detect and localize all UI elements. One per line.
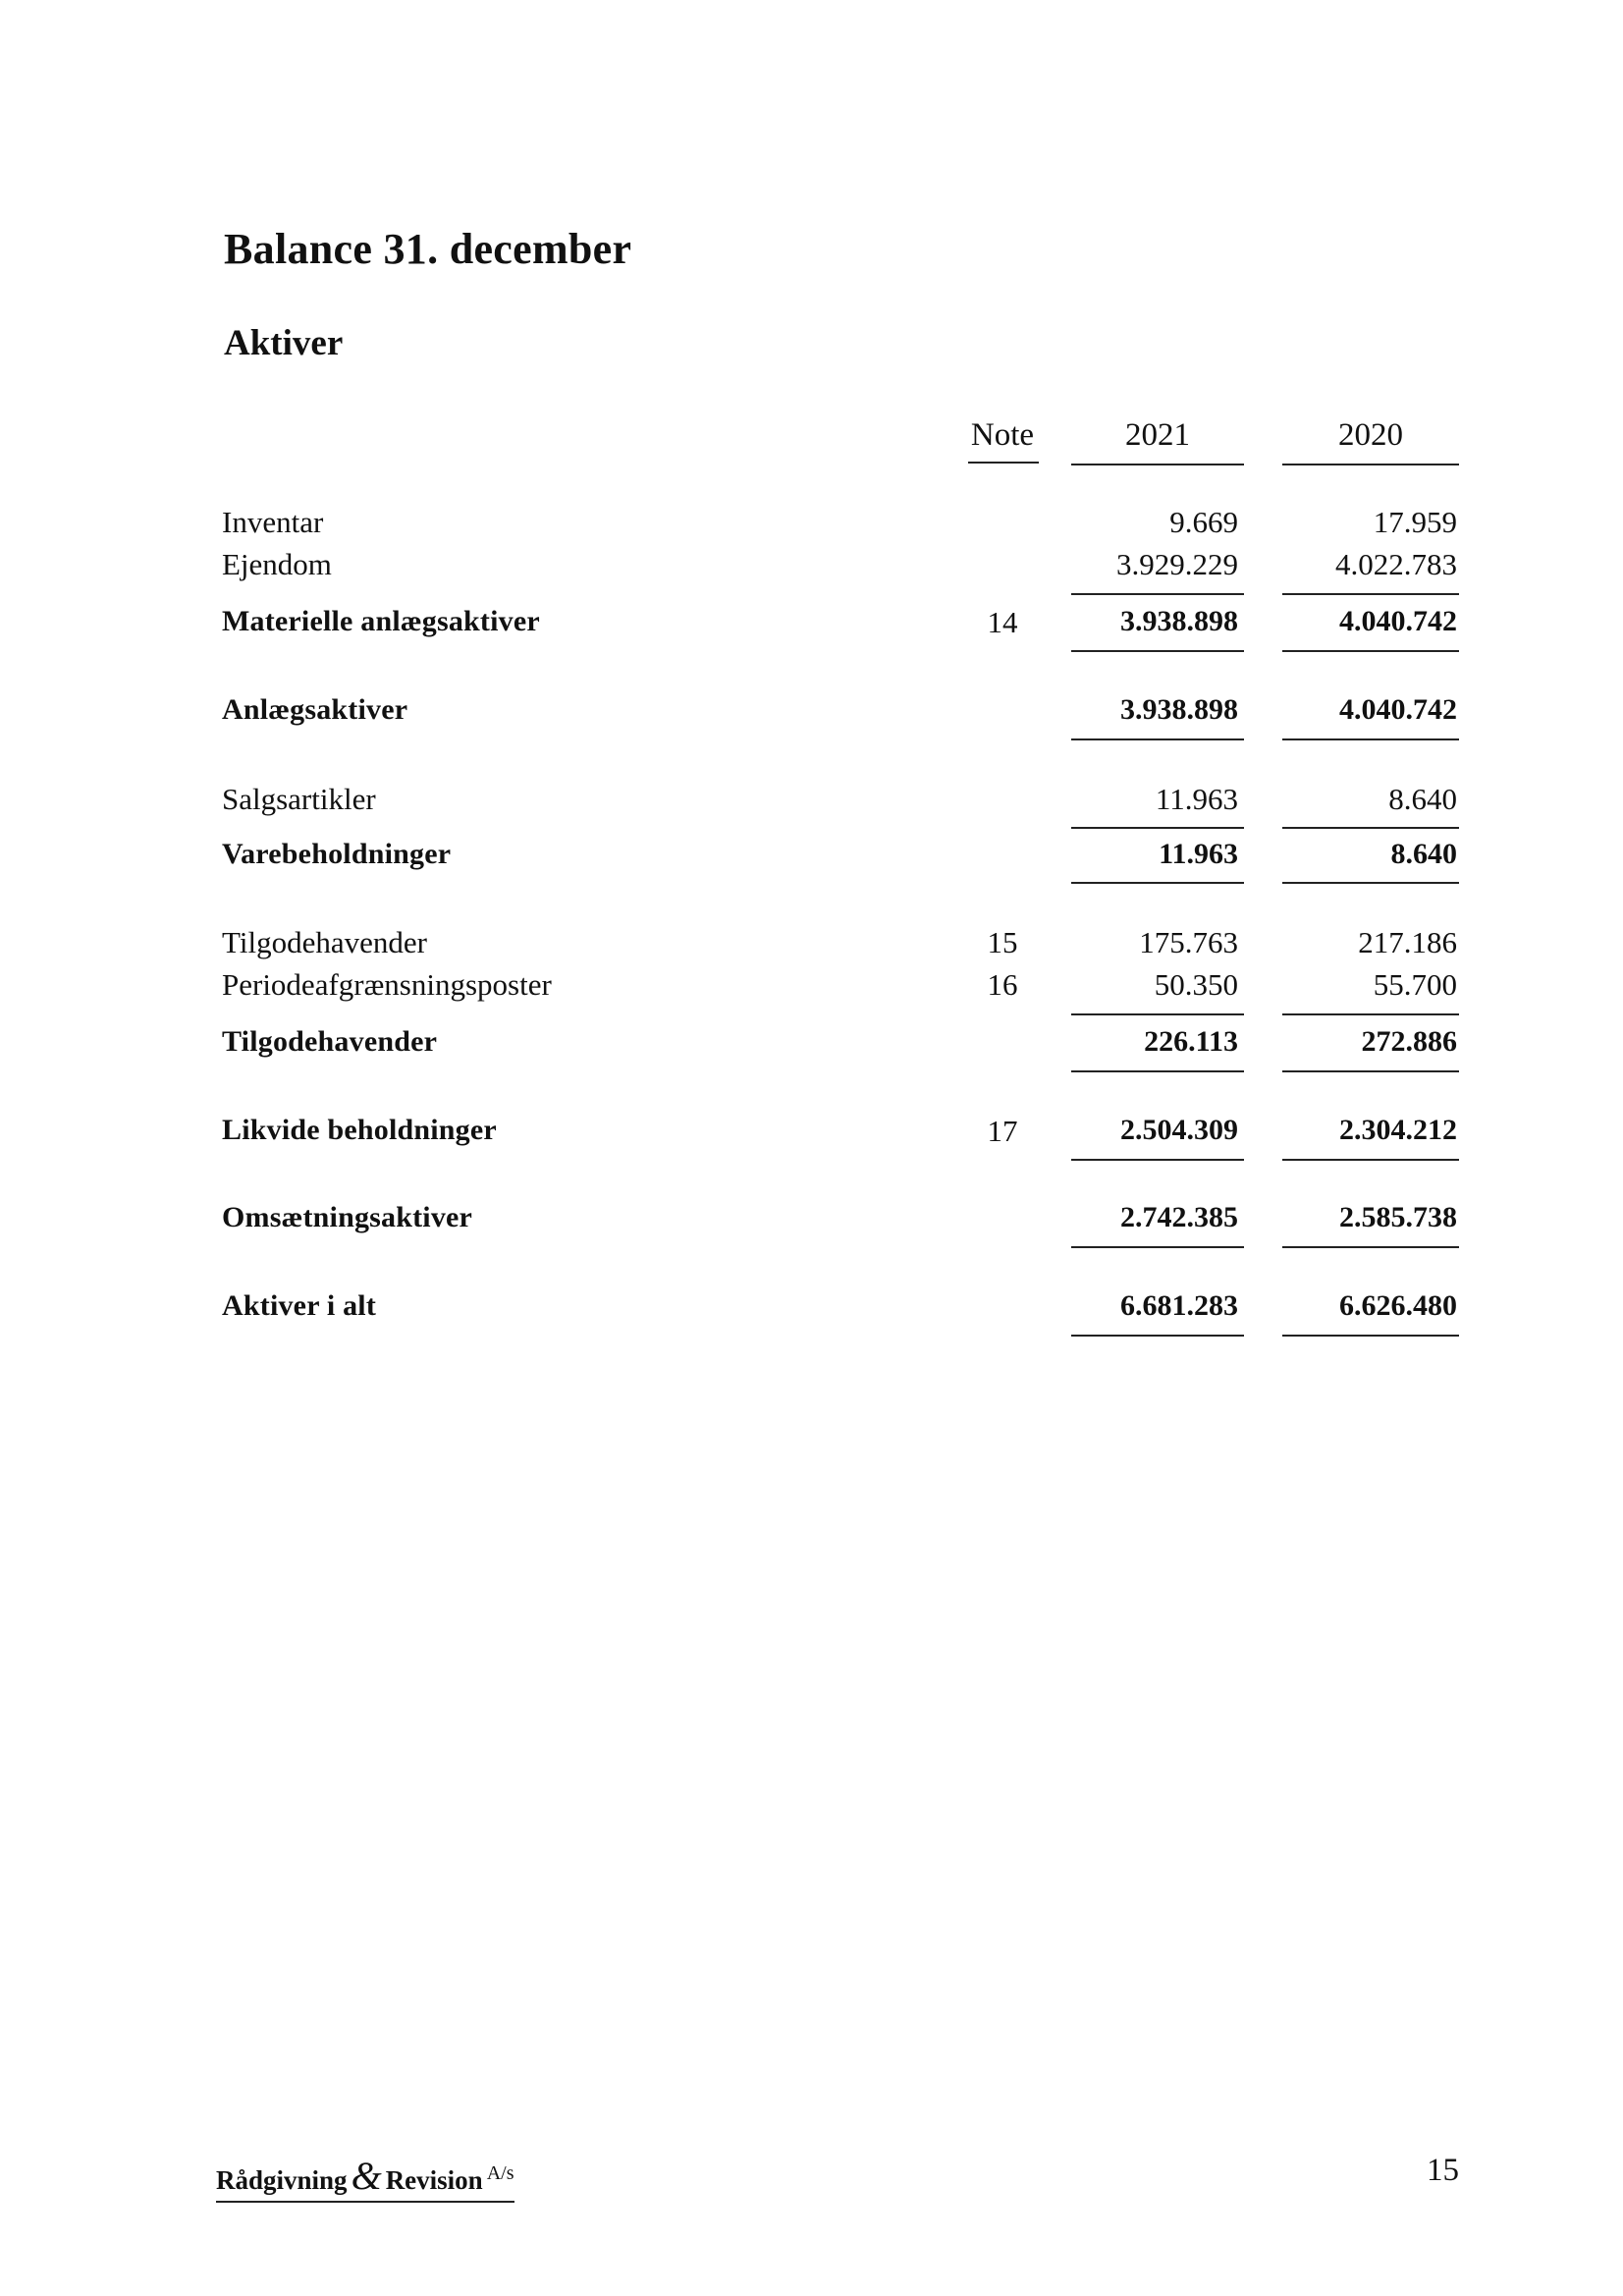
subtotal-rule [1282,1013,1459,1015]
column-header-note: Note [970,417,1035,453]
row-value-2021: 3.938.898 [1120,605,1238,637]
row-value-2020: 217.186 [1358,925,1457,959]
row-label: Omsætningsaktiver [222,1201,473,1233]
page-number: 15 [1427,2153,1459,2188]
row-value-2021: 6.681.283 [1120,1289,1238,1322]
balance-row-anlaegsaktiver [0,693,1623,737]
total-rule [1071,1070,1244,1072]
total-rule [1071,1159,1244,1161]
row-value-2020: 55.700 [1373,967,1457,1002]
total-rule [1282,1070,1459,1072]
row-label: Salgsartikler [222,782,376,816]
row-label: Aktiver i alt [222,1289,377,1322]
balance-row-likvide-beholdninger [0,1114,1623,1157]
row-value-2020: 2.304.212 [1339,1114,1457,1146]
total-rule [1071,738,1244,740]
row-value-2020: 8.640 [1388,782,1457,816]
balance-row-ejendom [0,547,1623,590]
row-value-2021: 3.938.898 [1120,693,1238,726]
balance-row-inventar [0,505,1623,548]
row-value-2021: 9.669 [1169,505,1238,539]
row-label: Likvide beholdninger [222,1114,497,1146]
row-label: Materielle anlægsaktiver [222,605,540,637]
row-value-2020: 272.886 [1361,1025,1457,1058]
total-rule [1282,1246,1459,1248]
grand-total-rule [1282,1335,1459,1337]
balance-row-periodeafgraensningsposter [0,967,1623,1011]
row-value-2020: 4.040.742 [1339,693,1457,726]
ampersand-mark: & [351,2154,382,2198]
subtotal-rule [1071,827,1244,829]
row-value-2020: 8.640 [1390,838,1457,870]
total-rule [1282,738,1459,740]
row-note: 15 [987,925,1018,959]
row-value-2021: 11.963 [1155,782,1238,816]
total-rule [1282,882,1459,884]
row-value-2020: 17.959 [1373,505,1457,539]
row-label: Tilgodehavender [222,1025,438,1058]
row-note: 14 [987,605,1018,639]
firm-name-part1: Rådgivning [216,2165,348,2195]
row-value-2021: 11.963 [1159,838,1238,870]
total-rule [1282,1159,1459,1161]
row-value-2021: 2.742.385 [1120,1201,1238,1233]
row-value-2020: 6.626.480 [1339,1289,1457,1322]
header-underline-note [968,462,1039,464]
total-rule [1071,650,1244,652]
balance-row-salgsartikler [0,782,1623,825]
row-label: Anlægsaktiver [222,693,408,726]
row-value-2021: 175.763 [1139,925,1238,959]
total-rule [1071,1246,1244,1248]
row-label: Inventar [222,505,324,539]
row-value-2020: 4.040.742 [1339,605,1457,637]
firm-suffix: A/s [486,2162,514,2184]
subtotal-rule [1071,1013,1244,1015]
row-label: Periodeafgrænsningsposter [222,967,552,1002]
subtotal-rule [1071,593,1244,595]
balance-row-omsaetningsaktiver [0,1201,1623,1244]
row-value-2021: 226.113 [1144,1025,1238,1058]
balance-row-aktiver-i-alt [0,1289,1623,1333]
row-label: Ejendom [222,547,332,581]
balance-row-materielle-anlaegsaktiver [0,605,1623,648]
row-label: Tilgodehavender [222,925,427,959]
total-rule [1071,882,1244,884]
balance-row-tilgodehavender [0,925,1623,968]
total-rule [1282,650,1459,652]
subtotal-rule [1282,827,1459,829]
row-value-2021: 3.929.229 [1116,547,1238,581]
header-underline-2020 [1282,464,1459,465]
page-title: Balance 31. december [224,225,632,273]
row-value-2020: 2.585.738 [1339,1201,1457,1233]
firm-name-part2: Revision [385,2165,483,2195]
firm-logo [216,2153,514,2203]
subtotal-rule [1282,593,1459,595]
column-header-2021: 2021 [1125,417,1190,453]
row-value-2020: 4.022.783 [1335,547,1457,581]
grand-total-rule [1071,1335,1244,1337]
row-note: 17 [987,1114,1018,1148]
header-underline-2021 [1071,464,1244,465]
column-header-2020: 2020 [1338,417,1403,453]
section-heading: Aktiver [224,323,344,363]
row-value-2021: 2.504.309 [1120,1114,1238,1146]
balance-row-varebeholdninger [0,838,1623,881]
row-note: 16 [987,967,1018,1002]
balance-row-tilgodehavender-total [0,1025,1623,1068]
row-value-2021: 50.350 [1154,967,1238,1002]
row-label: Varebeholdninger [222,838,452,870]
